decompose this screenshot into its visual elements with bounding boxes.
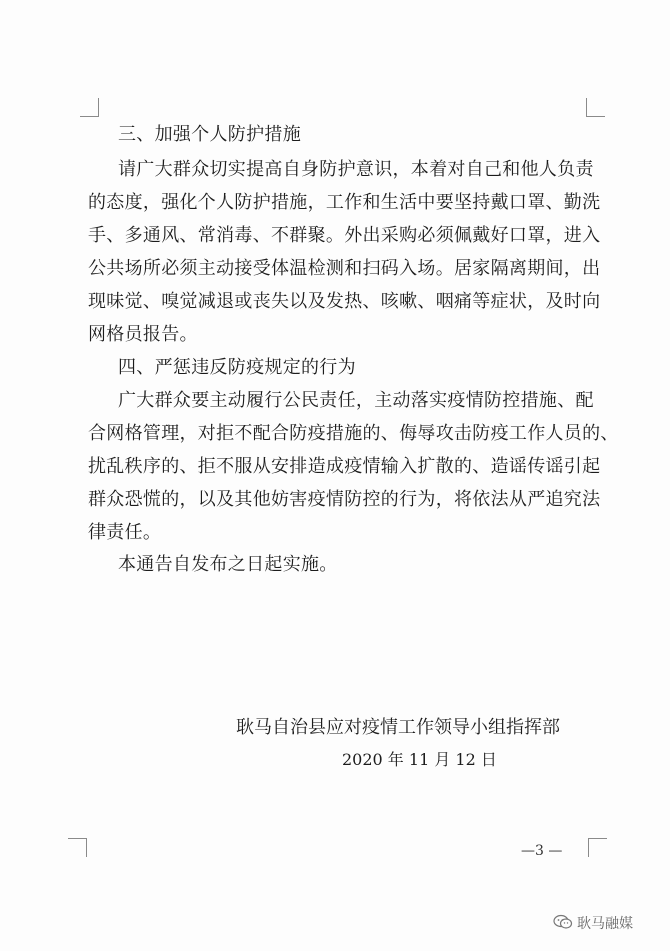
section-4-line: 律责任。: [88, 522, 162, 543]
watermark-text: 耿马融媒: [577, 916, 633, 932]
section-4-line: 合网格管理，对拒不配合防疫措施的、侮辱攻击防疫工作人员的、: [88, 423, 619, 444]
section-3-line: 公共场所必须主动接受体温检测和扫码入场。居家隔离期间，出: [88, 258, 601, 279]
watermark: [553, 913, 633, 934]
issuer-signature: 耿马自治县应对疫情工作领导小组指挥部: [236, 717, 560, 738]
section-3-line: 的态度，强化个人防护措施，工作和生活中要坚持戴口罩、勤洗: [88, 192, 601, 213]
issue-date: 2020 年 11 月 12 日: [342, 750, 497, 769]
section-3-line: 现味觉、嗅觉减退或丧失以及发热、咳嗽、咽痛等症状，及时向: [88, 291, 601, 312]
section-3-line: 网格员报告。: [88, 324, 198, 345]
crop-mark-bottom-left: [68, 838, 87, 857]
crop-mark-top-right: [586, 98, 605, 117]
section-3-heading: 三、加强个人防护措施: [118, 124, 301, 145]
section-4-line: 广大群众要主动履行公民责任，主动落实疫情防控措施、配: [118, 390, 594, 411]
section-3-line: 手、多通风、常消毒、不群聚。外出采购必须佩戴好口罩，进入: [88, 225, 601, 246]
closing-statement: 本通告自发布之日起实施。: [118, 554, 338, 575]
section-4-line: 群众恐慌的，以及其他妨害疫情防控的行为，将依法从严追究法: [88, 489, 601, 510]
wechat-icon: [553, 914, 573, 934]
section-4-heading: 四、严惩违反防疫规定的行为: [118, 357, 356, 378]
crop-mark-bottom-right: [588, 838, 607, 857]
section-3-line: 请广大群众切实提高自身防护意识，本着对自己和他人负责: [118, 159, 594, 180]
crop-mark-top-left: [80, 98, 99, 117]
section-4-line: 扰乱秩序的、拒不服从安排造成疫情输入扩散的、造谣传谣引起: [88, 456, 601, 477]
page-number: —3 —: [521, 843, 563, 859]
